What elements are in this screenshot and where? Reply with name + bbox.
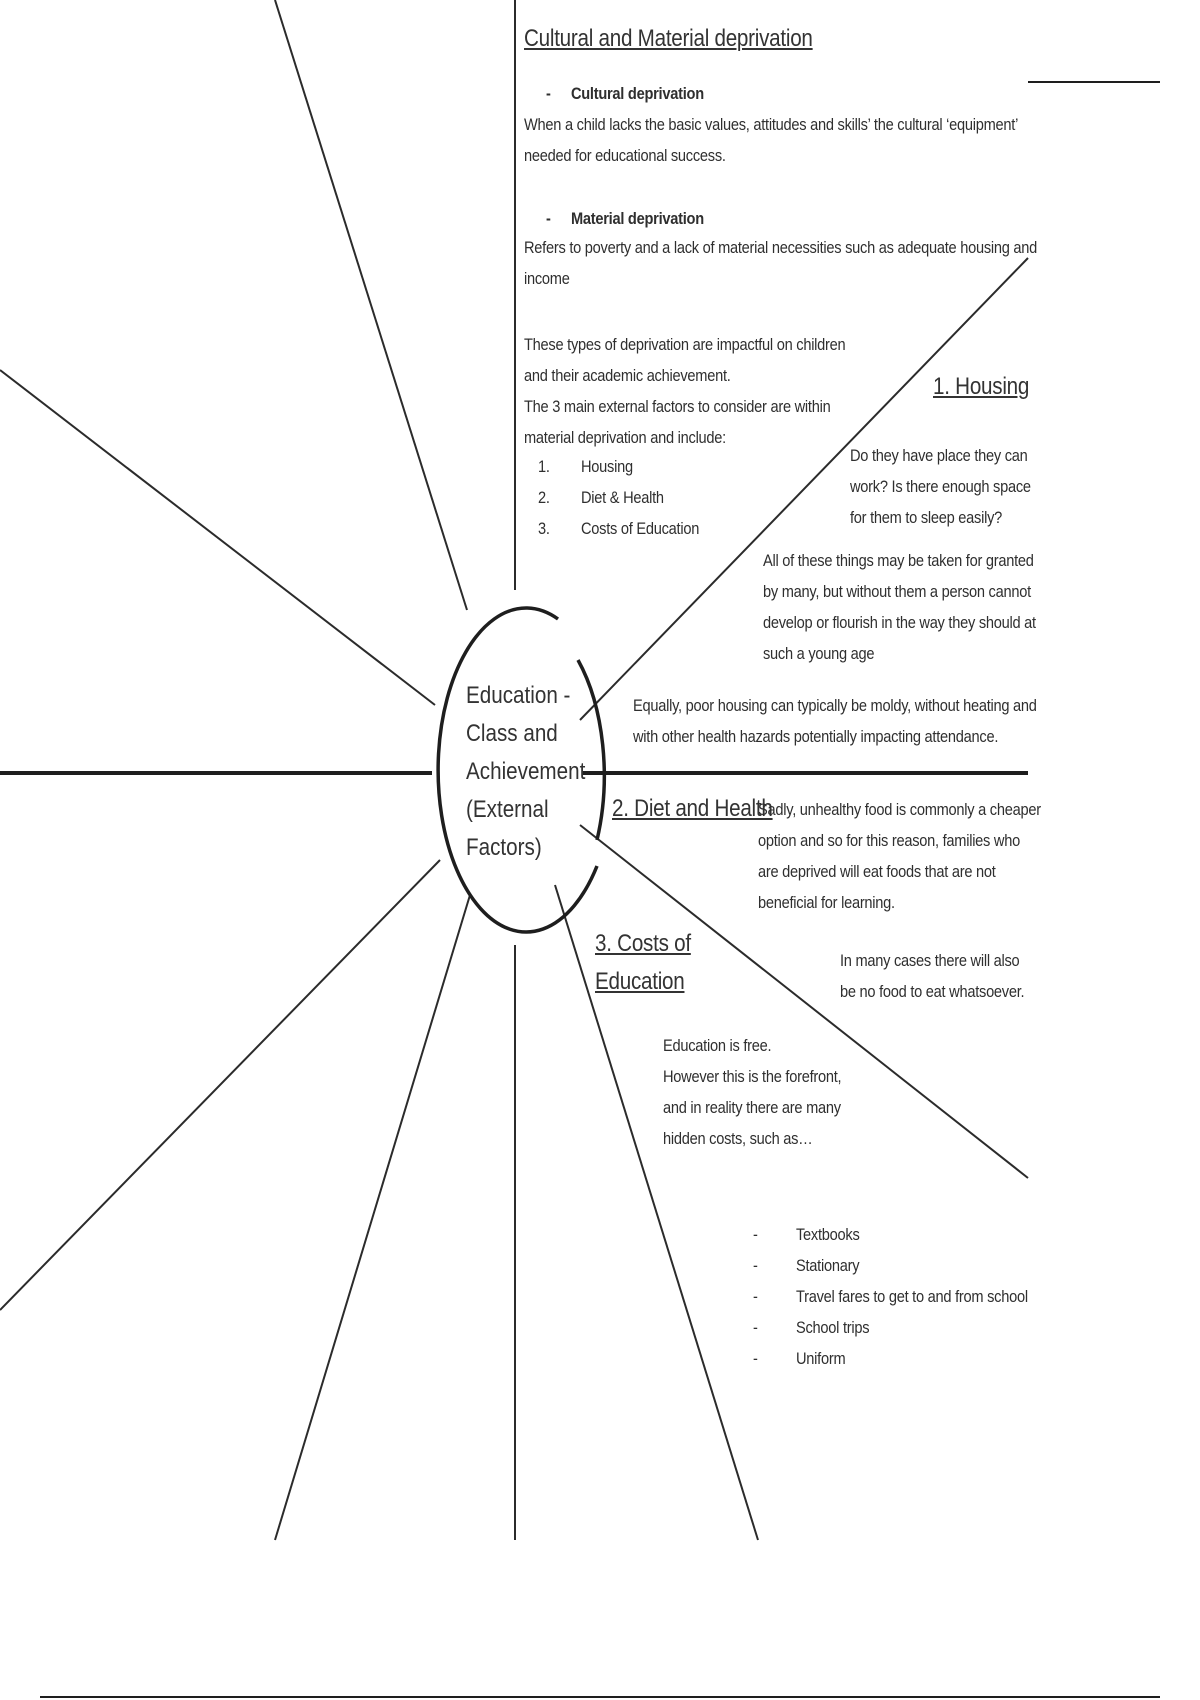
factor-number: 3.	[538, 519, 550, 538]
list-item	[753, 1250, 1011, 1281]
housing-granted-note	[763, 545, 1036, 669]
factor-number: 1.	[538, 457, 550, 476]
impact-paragraph	[524, 329, 845, 453]
list-item	[753, 1312, 1011, 1343]
bullet: -	[753, 1349, 758, 1368]
spoke-left-lower	[0, 860, 440, 1310]
housing-questions	[850, 440, 1031, 533]
intro-title: Cultural and Material deprivation	[524, 25, 813, 52]
factor-label: Housing	[581, 457, 633, 476]
factor-label: Costs of Education	[581, 519, 700, 538]
no-food-note	[840, 945, 1024, 1007]
cultural-definition	[524, 109, 1018, 171]
text-line: The 3 main external factors to consider are within	[524, 397, 831, 416]
text-line: Do they have place they can	[850, 446, 1028, 465]
poor-housing-note	[633, 690, 1037, 752]
text-line: Equally, poor housing can typically be moldy, without heating and	[633, 696, 1037, 715]
heading-line: 3. Costs of	[595, 930, 691, 957]
spoke-left-upper	[0, 370, 435, 705]
list-item-label: Travel fares to get to and from school	[796, 1287, 1028, 1306]
list-item-label: Textbooks	[796, 1225, 860, 1244]
text-line: material deprivation and include:	[524, 428, 726, 447]
factor-item	[538, 482, 710, 513]
factor-list	[538, 451, 710, 544]
list-item	[753, 1219, 1011, 1250]
housing-heading: 1. Housing	[933, 373, 1030, 400]
diet-heading: 2. Diet and Health	[612, 795, 773, 822]
text-line: option and so for this reason, families who	[758, 831, 1020, 850]
list-item-label: Stationary	[796, 1256, 860, 1275]
bullet: -	[753, 1256, 758, 1275]
costs-heading	[595, 925, 691, 1001]
bullet: -	[753, 1225, 758, 1244]
text-line: develop or flourish in the way they should at	[763, 613, 1036, 632]
bullet: -	[546, 209, 551, 228]
text-line: However this is the forefront,	[663, 1067, 842, 1086]
text-line: beneficial for learning.	[758, 893, 895, 912]
text-line: are deprived will eat foods that are not	[758, 862, 996, 881]
text-line: All of these things may be taken for granted	[763, 551, 1034, 570]
hidden-costs-list	[753, 1219, 1028, 1374]
center-line: Achievement	[466, 758, 586, 785]
material-heading-text: Material deprivation	[570, 209, 704, 228]
text-line: and in reality there are many	[663, 1098, 841, 1117]
text-line: be no food to eat whatsoever.	[840, 982, 1025, 1001]
text-line: hidden costs, such as…	[663, 1129, 813, 1148]
factor-label: Diet & Health	[581, 488, 664, 507]
text-line: needed for educational success.	[524, 146, 726, 165]
center-line: (External	[466, 796, 549, 823]
bullet: -	[753, 1287, 758, 1306]
list-item-label: Uniform	[796, 1349, 846, 1368]
center-topic-label	[466, 677, 585, 867]
material-heading	[546, 203, 704, 234]
list-item	[753, 1281, 1028, 1312]
spoke-top-left	[275, 0, 467, 610]
education-free-note	[663, 1030, 841, 1154]
text-line: and their academic achievement.	[524, 366, 731, 385]
text-line: by many, but without them a person cannot	[763, 582, 1031, 601]
spoke-bottom-left	[275, 895, 470, 1540]
cultural-heading-text: Cultural deprivation	[570, 84, 704, 103]
bullet: -	[546, 84, 551, 103]
text-line: Sadly, unhealthy food is commonly a cheaper	[758, 800, 1041, 819]
list-item-label: School trips	[796, 1318, 870, 1337]
center-line: Factors)	[466, 834, 542, 861]
text-line: When a child lacks the basic values, attitudes and skills’ the cultural ‘equipment’	[524, 115, 1019, 134]
material-definition	[524, 232, 1037, 294]
heading-line: Education	[595, 968, 685, 995]
cultural-heading	[546, 78, 704, 109]
text-line: These types of deprivation are impactful on children	[524, 335, 846, 354]
center-line: Class and	[466, 720, 558, 747]
text-line: with other health hazards potentially impacting attendance.	[633, 727, 999, 746]
center-line: Education -	[466, 682, 571, 709]
text-line: for them to sleep easily?	[850, 508, 1003, 527]
factor-item	[538, 513, 710, 544]
text-line: income	[524, 269, 570, 288]
unhealthy-food-note	[758, 794, 1041, 918]
text-line: Education is free.	[663, 1036, 772, 1055]
text-line: such a young age	[763, 644, 875, 663]
text-line: work? Is there enough space	[850, 477, 1031, 496]
bullet: -	[753, 1318, 758, 1337]
factor-item	[538, 451, 710, 482]
list-item	[753, 1343, 1011, 1374]
factor-number: 2.	[538, 488, 550, 507]
text-line: Refers to poverty and a lack of material necessities such as adequate housing and	[524, 238, 1038, 257]
text-line: In many cases there will also	[840, 951, 1020, 970]
